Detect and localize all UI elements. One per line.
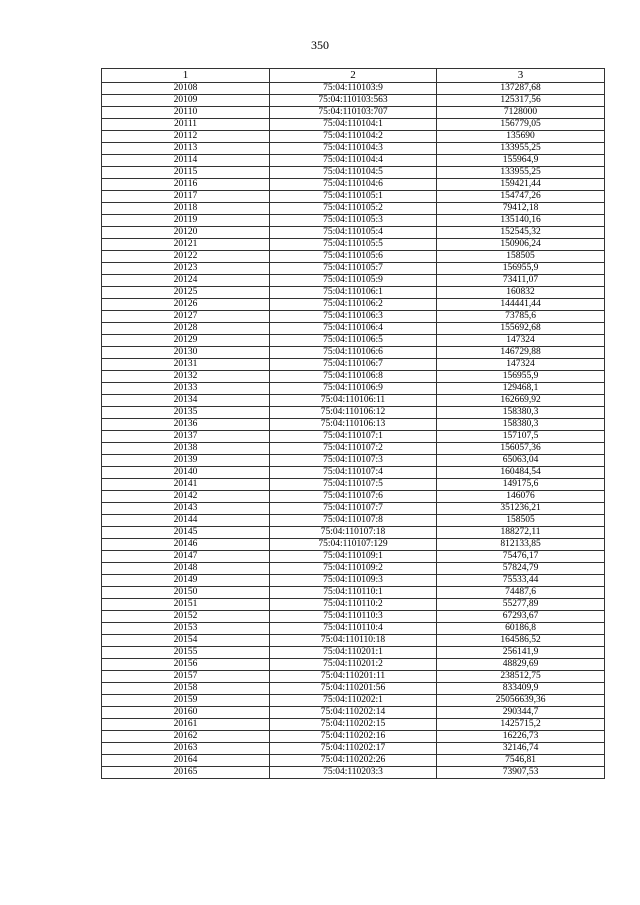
cell-cadastral-number: 75:04:110106:6 bbox=[270, 347, 437, 359]
cell-cadastral-number: 75:04:110105:1 bbox=[270, 191, 437, 203]
cell-cadastral-number: 75:04:110107:7 bbox=[270, 503, 437, 515]
cell-cadastral-number: 75:04:110104:5 bbox=[270, 167, 437, 179]
cell-value: 7128000 bbox=[437, 107, 605, 119]
cell-value: 154747,26 bbox=[437, 191, 605, 203]
cell-value: 75533,44 bbox=[437, 575, 605, 587]
cell-index: 20137 bbox=[102, 431, 270, 443]
table-row bbox=[102, 251, 605, 263]
cell-index: 20134 bbox=[102, 395, 270, 407]
cell-index: 20116 bbox=[102, 179, 270, 191]
cell-index: 20153 bbox=[102, 623, 270, 635]
cell-value: 32146,74 bbox=[437, 743, 605, 755]
cell-index: 20111 bbox=[102, 119, 270, 131]
table-row bbox=[102, 491, 605, 503]
cell-value: 25056639,36 bbox=[437, 695, 605, 707]
table-row bbox=[102, 587, 605, 599]
cell-value: 7546,81 bbox=[437, 755, 605, 767]
cell-index: 20159 bbox=[102, 695, 270, 707]
cell-value: 55277,89 bbox=[437, 599, 605, 611]
cell-value: 812133,85 bbox=[437, 539, 605, 551]
cell-cadastral-number: 75:04:110202:17 bbox=[270, 743, 437, 755]
cell-cadastral-number: 75:04:110103:9 bbox=[270, 83, 437, 95]
cell-index: 20149 bbox=[102, 575, 270, 587]
table-row bbox=[102, 443, 605, 455]
table-row bbox=[102, 515, 605, 527]
table-row bbox=[102, 191, 605, 203]
cell-index: 20148 bbox=[102, 563, 270, 575]
cell-cadastral-number: 75:04:110106:8 bbox=[270, 371, 437, 383]
column-header-3: 3 bbox=[437, 69, 605, 83]
cell-value: 147324 bbox=[437, 335, 605, 347]
cell-index: 20124 bbox=[102, 275, 270, 287]
cell-index: 20157 bbox=[102, 671, 270, 683]
cell-index: 20160 bbox=[102, 707, 270, 719]
cell-value: 144441,44 bbox=[437, 299, 605, 311]
table-row bbox=[102, 419, 605, 431]
cell-cadastral-number: 75:04:110106:7 bbox=[270, 359, 437, 371]
cell-value: 133955,25 bbox=[437, 143, 605, 155]
cell-value: 16226,73 bbox=[437, 731, 605, 743]
table-row bbox=[102, 239, 605, 251]
column-header-2: 2 bbox=[270, 69, 437, 83]
cell-cadastral-number: 75:04:110107:6 bbox=[270, 491, 437, 503]
cell-index: 20122 bbox=[102, 251, 270, 263]
table-row bbox=[102, 647, 605, 659]
cell-value: 60186,8 bbox=[437, 623, 605, 635]
cell-value: 1425715,2 bbox=[437, 719, 605, 731]
cell-index: 20133 bbox=[102, 383, 270, 395]
column-header-1: 1 bbox=[102, 69, 270, 83]
cell-cadastral-number: 75:04:110106:11 bbox=[270, 395, 437, 407]
cell-index: 20150 bbox=[102, 587, 270, 599]
table-row bbox=[102, 83, 605, 95]
cell-cadastral-number: 75:04:110107:3 bbox=[270, 455, 437, 467]
table-row bbox=[102, 323, 605, 335]
cell-value: 164586,52 bbox=[437, 635, 605, 647]
table-row bbox=[102, 551, 605, 563]
cell-cadastral-number: 75:04:110110:1 bbox=[270, 587, 437, 599]
table-row bbox=[102, 143, 605, 155]
cell-cadastral-number: 75:04:110106:1 bbox=[270, 287, 437, 299]
cell-cadastral-number: 75:04:110202:1 bbox=[270, 695, 437, 707]
cell-index: 20129 bbox=[102, 335, 270, 347]
cell-index: 20156 bbox=[102, 659, 270, 671]
table-row bbox=[102, 563, 605, 575]
table-row bbox=[102, 455, 605, 467]
table-row bbox=[102, 131, 605, 143]
cell-index: 20142 bbox=[102, 491, 270, 503]
table-row bbox=[102, 731, 605, 743]
table-row bbox=[102, 371, 605, 383]
cell-value: 156955,9 bbox=[437, 263, 605, 275]
table-row bbox=[102, 599, 605, 611]
table-row bbox=[102, 95, 605, 107]
table-row bbox=[102, 275, 605, 287]
table-row bbox=[102, 503, 605, 515]
cell-value: 290344,7 bbox=[437, 707, 605, 719]
table-row bbox=[102, 407, 605, 419]
cell-cadastral-number: 75:04:110109:2 bbox=[270, 563, 437, 575]
cell-index: 20143 bbox=[102, 503, 270, 515]
cell-value: 73907,53 bbox=[437, 767, 605, 779]
cell-cadastral-number: 75:04:110104:2 bbox=[270, 131, 437, 143]
table-row bbox=[102, 287, 605, 299]
cell-cadastral-number: 75:04:110107:4 bbox=[270, 467, 437, 479]
table-row bbox=[102, 359, 605, 371]
cell-cadastral-number: 75:04:110105:4 bbox=[270, 227, 437, 239]
cell-value: 152545,32 bbox=[437, 227, 605, 239]
cell-cadastral-number: 75:04:110106:3 bbox=[270, 311, 437, 323]
cell-cadastral-number: 75:04:110105:3 bbox=[270, 215, 437, 227]
cell-value: 155692,68 bbox=[437, 323, 605, 335]
cell-value: 75476,17 bbox=[437, 551, 605, 563]
cell-cadastral-number: 75:04:110106:13 bbox=[270, 419, 437, 431]
cell-index: 20136 bbox=[102, 419, 270, 431]
cell-index: 20151 bbox=[102, 599, 270, 611]
cell-cadastral-number: 75:04:110107:129 bbox=[270, 539, 437, 551]
table-row bbox=[102, 683, 605, 695]
cell-value: 162669,92 bbox=[437, 395, 605, 407]
table-row bbox=[102, 119, 605, 131]
cell-value: 833409,9 bbox=[437, 683, 605, 695]
cell-cadastral-number: 75:04:110202:15 bbox=[270, 719, 437, 731]
cell-cadastral-number: 75:04:110104:1 bbox=[270, 119, 437, 131]
cell-index: 20109 bbox=[102, 95, 270, 107]
cell-value: 67293,67 bbox=[437, 611, 605, 623]
cell-value: 73785,6 bbox=[437, 311, 605, 323]
cell-index: 20163 bbox=[102, 743, 270, 755]
table-row bbox=[102, 299, 605, 311]
page-number: 350 bbox=[311, 38, 329, 52]
cell-cadastral-number: 75:04:110202:16 bbox=[270, 731, 437, 743]
cell-index: 20161 bbox=[102, 719, 270, 731]
cell-index: 20132 bbox=[102, 371, 270, 383]
cell-value: 158380,3 bbox=[437, 407, 605, 419]
cell-cadastral-number: 75:04:110105:5 bbox=[270, 239, 437, 251]
table-row bbox=[102, 203, 605, 215]
cell-index: 20110 bbox=[102, 107, 270, 119]
table-row bbox=[102, 263, 605, 275]
cell-value: 73411,07 bbox=[437, 275, 605, 287]
cell-index: 20141 bbox=[102, 479, 270, 491]
cell-value: 146729,88 bbox=[437, 347, 605, 359]
cell-cadastral-number: 75:04:110107:18 bbox=[270, 527, 437, 539]
cell-value: 238512,75 bbox=[437, 671, 605, 683]
cell-cadastral-number: 75:04:110104:4 bbox=[270, 155, 437, 167]
cell-cadastral-number: 75:04:110106:4 bbox=[270, 323, 437, 335]
table-row bbox=[102, 611, 605, 623]
cell-value: 79412,18 bbox=[437, 203, 605, 215]
table-row bbox=[102, 227, 605, 239]
cell-value: 351236,21 bbox=[437, 503, 605, 515]
cell-cadastral-number: 75:04:110107:8 bbox=[270, 515, 437, 527]
cell-value: 158380,3 bbox=[437, 419, 605, 431]
table-row bbox=[102, 743, 605, 755]
cell-value: 157107,5 bbox=[437, 431, 605, 443]
cell-cadastral-number: 75:04:110110:3 bbox=[270, 611, 437, 623]
cell-value: 156779,05 bbox=[437, 119, 605, 131]
cell-value: 125317,56 bbox=[437, 95, 605, 107]
cell-value: 74487,6 bbox=[437, 587, 605, 599]
table-row bbox=[102, 467, 605, 479]
table-row bbox=[102, 671, 605, 683]
cell-index: 20147 bbox=[102, 551, 270, 563]
cell-index: 20154 bbox=[102, 635, 270, 647]
table-row bbox=[102, 719, 605, 731]
cell-index: 20145 bbox=[102, 527, 270, 539]
cell-cadastral-number: 75:04:110105:7 bbox=[270, 263, 437, 275]
table-row bbox=[102, 167, 605, 179]
table-row bbox=[102, 383, 605, 395]
cell-index: 20113 bbox=[102, 143, 270, 155]
table-row bbox=[102, 527, 605, 539]
cell-cadastral-number: 75:04:110203:3 bbox=[270, 767, 437, 779]
cell-value: 57824,79 bbox=[437, 563, 605, 575]
cell-value: 150906,24 bbox=[437, 239, 605, 251]
cell-index: 20123 bbox=[102, 263, 270, 275]
cell-index: 20152 bbox=[102, 611, 270, 623]
cell-value: 149175,6 bbox=[437, 479, 605, 491]
cell-cadastral-number: 75:04:110110:18 bbox=[270, 635, 437, 647]
cell-cadastral-number: 75:04:110105:6 bbox=[270, 251, 437, 263]
table-body bbox=[102, 83, 605, 779]
table-row bbox=[102, 539, 605, 551]
cell-index: 20164 bbox=[102, 755, 270, 767]
cell-cadastral-number: 75:04:110107:2 bbox=[270, 443, 437, 455]
cell-cadastral-number: 75:04:110109:3 bbox=[270, 575, 437, 587]
cell-index: 20139 bbox=[102, 455, 270, 467]
cell-value: 156955,9 bbox=[437, 371, 605, 383]
table-row bbox=[102, 179, 605, 191]
table-row bbox=[102, 335, 605, 347]
cell-index: 20127 bbox=[102, 311, 270, 323]
table-row bbox=[102, 107, 605, 119]
cell-value: 129468,1 bbox=[437, 383, 605, 395]
cell-cadastral-number: 75:04:110201:1 bbox=[270, 647, 437, 659]
table-row bbox=[102, 311, 605, 323]
cell-value: 158505 bbox=[437, 515, 605, 527]
table-row bbox=[102, 755, 605, 767]
cell-value: 155964,9 bbox=[437, 155, 605, 167]
cell-value: 158505 bbox=[437, 251, 605, 263]
cell-value: 135140,16 bbox=[437, 215, 605, 227]
cell-value: 65063,04 bbox=[437, 455, 605, 467]
cell-cadastral-number: 75:04:110202:14 bbox=[270, 707, 437, 719]
cell-index: 20119 bbox=[102, 215, 270, 227]
cell-index: 20108 bbox=[102, 83, 270, 95]
table-row bbox=[102, 575, 605, 587]
table-header bbox=[102, 69, 605, 83]
cell-value: 188272,11 bbox=[437, 527, 605, 539]
cell-value: 135690 bbox=[437, 131, 605, 143]
cell-cadastral-number: 75:04:110110:2 bbox=[270, 599, 437, 611]
cell-index: 20140 bbox=[102, 467, 270, 479]
table-row bbox=[102, 659, 605, 671]
cell-index: 20112 bbox=[102, 131, 270, 143]
cell-value: 137287,68 bbox=[437, 83, 605, 95]
cell-index: 20138 bbox=[102, 443, 270, 455]
cell-index: 20117 bbox=[102, 191, 270, 203]
cell-cadastral-number: 75:04:110107:5 bbox=[270, 479, 437, 491]
cell-cadastral-number: 75:04:110110:4 bbox=[270, 623, 437, 635]
cell-index: 20135 bbox=[102, 407, 270, 419]
cell-index: 20121 bbox=[102, 239, 270, 251]
cell-index: 20162 bbox=[102, 731, 270, 743]
table-row bbox=[102, 707, 605, 719]
cell-cadastral-number: 75:04:110202:26 bbox=[270, 755, 437, 767]
cell-value: 256141,9 bbox=[437, 647, 605, 659]
cell-cadastral-number: 75:04:110106:5 bbox=[270, 335, 437, 347]
cell-index: 20118 bbox=[102, 203, 270, 215]
cell-index: 20114 bbox=[102, 155, 270, 167]
cell-index: 20130 bbox=[102, 347, 270, 359]
cell-index: 20155 bbox=[102, 647, 270, 659]
cell-cadastral-number: 75:04:110106:2 bbox=[270, 299, 437, 311]
cell-cadastral-number: 75:04:110106:12 bbox=[270, 407, 437, 419]
cell-value: 147324 bbox=[437, 359, 605, 371]
table-row bbox=[102, 215, 605, 227]
cell-index: 20158 bbox=[102, 683, 270, 695]
table-row bbox=[102, 155, 605, 167]
cell-cadastral-number: 75:04:110109:1 bbox=[270, 551, 437, 563]
cell-index: 20146 bbox=[102, 539, 270, 551]
cell-cadastral-number: 75:04:110201:11 bbox=[270, 671, 437, 683]
cell-cadastral-number: 75:04:110103:563 bbox=[270, 95, 437, 107]
header-row bbox=[102, 69, 605, 83]
table-row bbox=[102, 767, 605, 779]
cell-value: 160484,54 bbox=[437, 467, 605, 479]
cell-index: 20131 bbox=[102, 359, 270, 371]
cell-value: 160832 bbox=[437, 287, 605, 299]
cell-value: 133955,25 bbox=[437, 167, 605, 179]
cell-index: 20120 bbox=[102, 227, 270, 239]
cell-index: 20165 bbox=[102, 767, 270, 779]
table-row bbox=[102, 479, 605, 491]
cell-cadastral-number: 75:04:110105:9 bbox=[270, 275, 437, 287]
cell-cadastral-number: 75:04:110106:9 bbox=[270, 383, 437, 395]
cell-index: 20126 bbox=[102, 299, 270, 311]
cell-cadastral-number: 75:04:110201:2 bbox=[270, 659, 437, 671]
cell-index: 20144 bbox=[102, 515, 270, 527]
data-table bbox=[101, 68, 605, 779]
table-row bbox=[102, 623, 605, 635]
table-row bbox=[102, 635, 605, 647]
cell-value: 146076 bbox=[437, 491, 605, 503]
cell-cadastral-number: 75:04:110105:2 bbox=[270, 203, 437, 215]
cell-index: 20128 bbox=[102, 323, 270, 335]
cell-index: 20125 bbox=[102, 287, 270, 299]
table-row bbox=[102, 347, 605, 359]
cell-cadastral-number: 75:04:110103:707 bbox=[270, 107, 437, 119]
table-row bbox=[102, 695, 605, 707]
cell-cadastral-number: 75:04:110104:3 bbox=[270, 143, 437, 155]
cell-value: 159421,44 bbox=[437, 179, 605, 191]
cell-cadastral-number: 75:04:110104:6 bbox=[270, 179, 437, 191]
cell-index: 20115 bbox=[102, 167, 270, 179]
table-row bbox=[102, 395, 605, 407]
cell-cadastral-number: 75:04:110201:56 bbox=[270, 683, 437, 695]
cell-value: 48829,69 bbox=[437, 659, 605, 671]
table-row bbox=[102, 431, 605, 443]
cell-value: 156057,36 bbox=[437, 443, 605, 455]
cell-cadastral-number: 75:04:110107:1 bbox=[270, 431, 437, 443]
